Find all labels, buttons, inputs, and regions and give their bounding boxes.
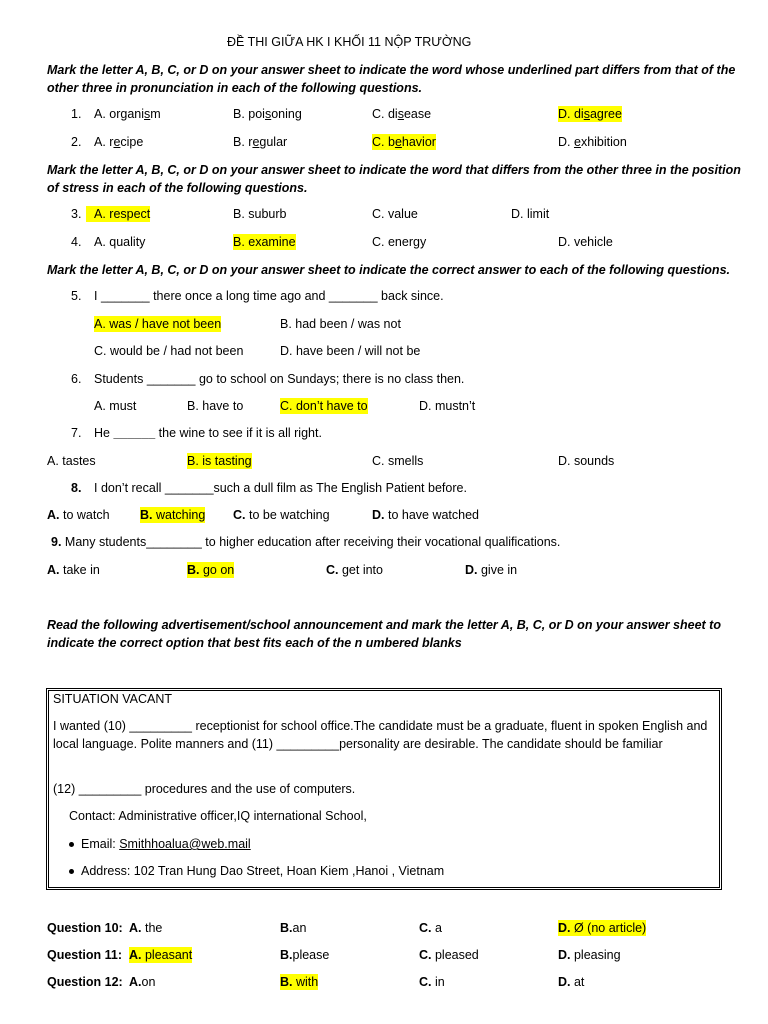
option-d: D. pleasing (558, 948, 621, 962)
option-d: D. at (558, 975, 585, 989)
option-c-answer: C. behavior (372, 135, 436, 149)
ad-heading: SITUATION VACANT (53, 692, 172, 706)
option-a: A. recipe (94, 135, 144, 149)
option-b: B. had been / was not (280, 317, 401, 331)
ad-contact: Contact: Administrative officer,IQ international School, (69, 809, 367, 823)
option-a: A. must (94, 399, 137, 413)
question-number: 5. (71, 289, 82, 303)
option-b: B. have to (187, 399, 244, 413)
option-b: B.an (280, 921, 307, 935)
bullet-icon (69, 869, 74, 874)
ad-address-item: Address: 102 Tran Hung Dao Street, Hoan Kiem ,Hanoi , Vietnam (69, 863, 444, 879)
question-number: 8. (71, 481, 82, 495)
option-d: D. vehicle (558, 235, 613, 249)
ad-paragraph-2: (12) _________ procedures and the use of computers. (53, 782, 356, 796)
option-a-answer: A. respect (86, 206, 150, 222)
option-b: B. suburb (233, 207, 287, 221)
question-number: 3. (71, 207, 82, 221)
option-a-answer: A. was / have not been (94, 317, 222, 331)
option-a: A. the (129, 921, 163, 935)
question-stem: 9. Many students________ to higher education after receiving their vocational qualifications. (51, 535, 561, 549)
option-c-answer: C. don’t have to (280, 399, 368, 413)
option-b-answer: B. watching (140, 508, 206, 522)
option-d: D. give in (465, 563, 518, 577)
option-a: A. take in (47, 563, 100, 577)
option-a: A. organism (94, 107, 161, 121)
option-a: A. tastes (47, 454, 96, 468)
option-c: C. energy (372, 235, 427, 249)
option-d-answer: D. disagree (558, 107, 622, 121)
question-label: Question 10: (47, 921, 123, 935)
option-c: C. a (419, 921, 442, 935)
option-b-answer: B. go on (187, 563, 235, 577)
option-c: C. disease (372, 107, 432, 121)
option-b-answer: B. is tasting (187, 454, 252, 468)
question-number: 1. (71, 107, 82, 121)
option-d: D. sounds (558, 454, 615, 468)
option-d: D. exhibition (558, 135, 627, 149)
question-stem: I don’t recall _______such a dull film as The English Patient before. (94, 481, 467, 495)
option-d: D. limit (511, 207, 550, 221)
option-d-answer: D. Ø (no article) (558, 921, 647, 935)
question-number: 6. (71, 372, 82, 386)
question-number: 7. (71, 426, 82, 440)
question-stem: Students _______ go to school on Sundays; there is no class then. (94, 372, 465, 386)
option-b: B. poisoning (233, 107, 302, 121)
option-c: C. would be / had not been (94, 344, 244, 358)
bullet-icon (69, 842, 74, 847)
instruction-reading: Read the following advertisement/school announcement and mark the letter A, B, C, or D on your answer sheet to indicate the correct option that best fits each of the n umbered blanks (47, 618, 721, 650)
question-label: Question 12: (47, 975, 123, 989)
question-number: 4. (71, 235, 82, 249)
option-c: C. value (372, 207, 418, 221)
option-a: A. quality (94, 235, 146, 249)
ad-email-item: Email: Smithhoalua@web.mail (69, 836, 251, 852)
question-label: Question 11: (47, 948, 123, 962)
ad-paragraph: I wanted (10) _________ receptionist for school office.The candidate must be a graduate, fluent in spoken English and local language. Polite manners and (11) _________personality are desirable. The candidate should be familiar (53, 719, 708, 751)
page-title: ĐỀ THI GIỮA HK I KHỐI 11 NỘP TRƯỜNG (227, 35, 472, 49)
option-b: B. regular (233, 135, 288, 149)
option-d: D. to have watched (372, 508, 480, 522)
option-b: B.please (280, 948, 330, 962)
option-a-answer: A. pleasant (129, 948, 193, 962)
question-stem: I _______ there once a long time ago and _______ back since. (94, 289, 444, 303)
option-c: C. pleased (419, 948, 479, 962)
instruction-stress: Mark the letter A, B, C, or D on your answer sheet to indicate the word that differs from the other three in the position of stress in each of the following questions. (47, 163, 741, 195)
option-c: C. smells (372, 454, 424, 468)
option-b-answer: B. examine (233, 235, 296, 249)
option-a: A.on (129, 975, 156, 989)
option-c: C. in (419, 975, 445, 989)
option-b-answer: B. with (280, 975, 319, 989)
option-c: C. get into (326, 563, 383, 577)
option-d: D. have been / will not be (280, 344, 421, 358)
option-d: D. mustn’t (419, 399, 476, 413)
option-a: A. to watch (47, 508, 110, 522)
option-c: C. to be watching (233, 508, 330, 522)
question-number: 2. (71, 135, 82, 149)
instruction-grammar: Mark the letter A, B, C, or D on your answer sheet to indicate the correct answer to each of the following questions. (47, 263, 730, 277)
instruction-pronunciation: Mark the letter A, B, C, or D on your answer sheet to indicate the word whose underlined part differs from that of the other three in pronunciation in each of the following questions. (47, 63, 736, 95)
email-link[interactable]: Smithhoalua@web.mail (119, 837, 251, 851)
question-stem: He ______ the wine to see if it is all right. (94, 426, 322, 440)
